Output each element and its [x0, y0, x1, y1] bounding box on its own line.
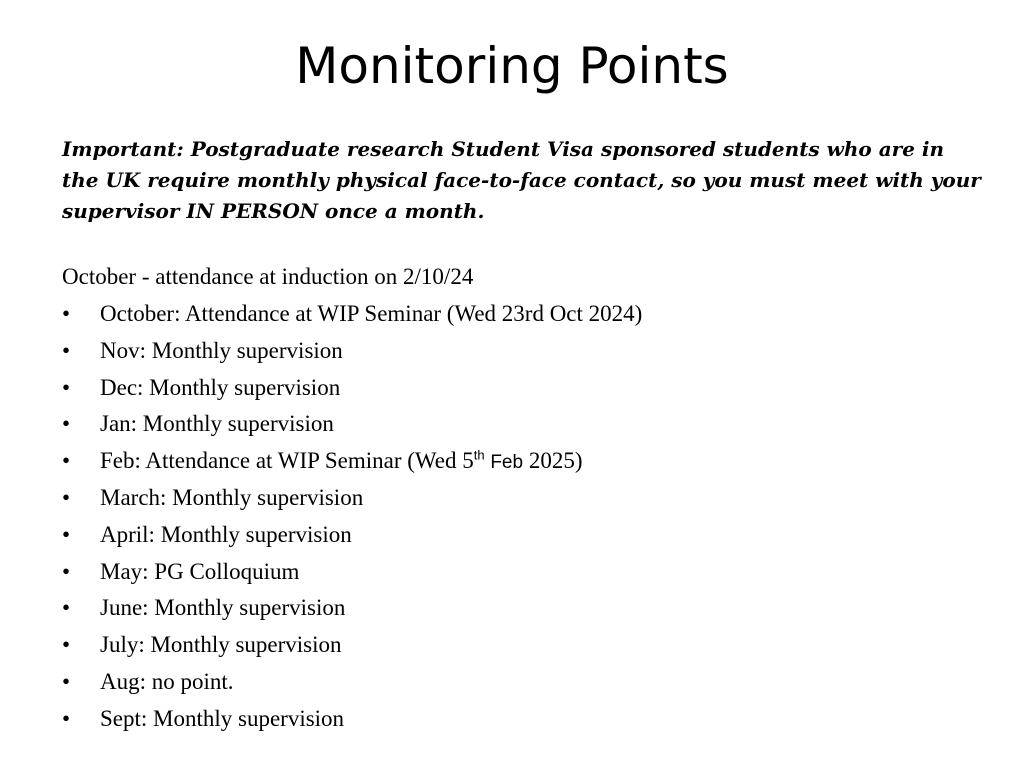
bullet-icon: • — [62, 374, 71, 400]
list-item-may — [62, 557, 642, 594]
list-item-nov — [62, 336, 642, 373]
feb-text-start: Feb: Attendance at WIP Seminar (Wed 5 — [100, 448, 474, 474]
list-item-text: Jan: Monthly supervision — [100, 411, 334, 437]
bullet-icon: • — [62, 521, 71, 547]
list-item-july — [62, 630, 642, 667]
induction-line: October - attendance at induction on 2/10/24 — [62, 264, 474, 289]
bullet-icon: • — [62, 301, 71, 326]
list-item-text: June: Monthly supervision — [100, 595, 346, 621]
feb-month: Feb — [490, 452, 524, 474]
feb-text-end: 2025) — [528, 448, 583, 474]
list-item-dec — [62, 373, 642, 410]
list-item-jan — [62, 409, 642, 446]
list-item-text: May: PG Colloquium — [100, 558, 300, 584]
monitoring-points-list — [62, 299, 642, 741]
bullet-icon: • — [62, 705, 71, 731]
bullet-icon: • — [62, 484, 71, 510]
list-item-text: October: Attendance at WIP Seminar (Wed 23rd Oct 2024) — [100, 301, 643, 326]
list-item-june — [62, 593, 642, 630]
bullet-icon: • — [62, 411, 71, 437]
list-item-text: Dec: Monthly supervision — [100, 374, 341, 400]
list-item-text: March: Monthly supervision — [100, 484, 364, 510]
list-item-feb — [62, 446, 642, 483]
bullet-icon: • — [62, 668, 71, 694]
list-item-text: Aug: no point. — [100, 668, 234, 694]
list-item-april — [62, 520, 642, 557]
list-item-march — [62, 483, 642, 520]
list-item-october — [62, 299, 642, 336]
list-item-sept — [62, 704, 642, 741]
bullet-icon: • — [62, 337, 71, 363]
bullet-icon: • — [62, 558, 71, 584]
bullet-icon: • — [62, 595, 71, 621]
list-item-text: April: Monthly supervision — [100, 521, 352, 547]
list-item-aug — [62, 667, 642, 704]
slide-title: Monitoring Points — [295, 37, 729, 95]
list-item-text — [100, 446, 582, 478]
bullet-icon: • — [62, 632, 71, 658]
list-item-text: Sept: Monthly supervision — [100, 705, 345, 731]
feb-ordinal-suffix: th — [473, 447, 485, 463]
list-item-text: Nov: Monthly supervision — [100, 337, 343, 363]
bullet-icon: • — [62, 448, 71, 474]
list-item-text: July: Monthly supervision — [100, 632, 342, 658]
important-notice: Important: Postgraduate research Student Visa sponsored students who are in the UK require monthly physical face-to-face contact, so you must meet with your supervisor IN PERSON once a month. — [62, 137, 981, 223]
